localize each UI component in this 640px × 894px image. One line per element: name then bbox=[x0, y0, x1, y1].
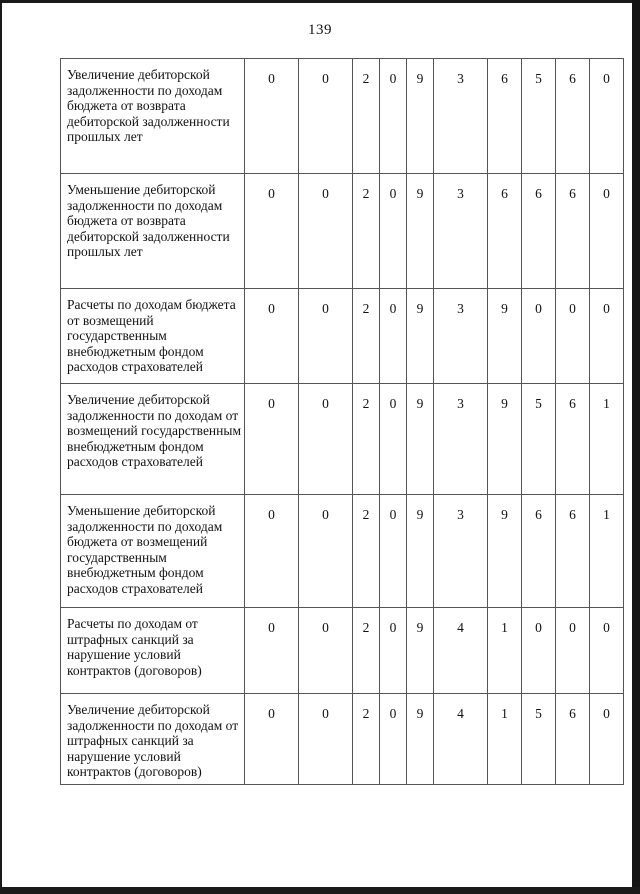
code-digit: 0 bbox=[556, 608, 590, 694]
code-digit: 0 bbox=[590, 608, 624, 694]
code-digit: 0 bbox=[590, 174, 624, 289]
code-digit: 0 bbox=[299, 694, 353, 785]
code-digit: 6 bbox=[556, 59, 590, 174]
code-digit: 6 bbox=[522, 174, 556, 289]
code-digit: 0 bbox=[299, 174, 353, 289]
row-label: Увеличение дебиторской задолженности по доходам от штрафных санкций за нарушение условий контрактов (договоров) bbox=[61, 694, 245, 785]
code-digit: 9 bbox=[488, 384, 522, 495]
code-digit: 0 bbox=[590, 289, 624, 384]
code-digit: 9 bbox=[407, 495, 434, 608]
code-digit: 9 bbox=[407, 608, 434, 694]
code-digit: 4 bbox=[434, 694, 488, 785]
code-digit: 0 bbox=[299, 59, 353, 174]
code-digit: 0 bbox=[299, 495, 353, 608]
code-digit: 3 bbox=[434, 384, 488, 495]
code-digit: 2 bbox=[353, 495, 380, 608]
code-digit: 6 bbox=[556, 384, 590, 495]
table-row bbox=[61, 495, 624, 608]
code-digit: 0 bbox=[522, 289, 556, 384]
code-digit: 3 bbox=[434, 289, 488, 384]
code-digit: 9 bbox=[407, 289, 434, 384]
code-digit: 6 bbox=[556, 495, 590, 608]
code-digit: 6 bbox=[522, 495, 556, 608]
scan-edge-bottom bbox=[0, 887, 640, 894]
code-digit: 5 bbox=[522, 384, 556, 495]
code-digit: 0 bbox=[380, 608, 407, 694]
row-label: Увеличение дебиторской задолженности по доходам от возмещений государственным внебюджетным фондом расходов страхователей bbox=[61, 384, 245, 495]
scan-edge-left bbox=[0, 0, 2, 894]
code-digit: 2 bbox=[353, 289, 380, 384]
table-row bbox=[61, 608, 624, 694]
page-number: 139 bbox=[308, 22, 332, 38]
code-digit: 0 bbox=[380, 384, 407, 495]
table-row bbox=[61, 694, 624, 785]
code-digit: 0 bbox=[245, 384, 299, 495]
code-digit: 9 bbox=[407, 174, 434, 289]
code-digit: 0 bbox=[245, 495, 299, 608]
scan-edge-right bbox=[632, 0, 640, 894]
code-digit: 5 bbox=[522, 694, 556, 785]
code-digit: 9 bbox=[407, 384, 434, 495]
code-digit: 0 bbox=[380, 694, 407, 785]
code-digit: 1 bbox=[590, 384, 624, 495]
row-label: Расчеты по доходам бюджета от возмещений государственным внебюджетным фондом расходов страхователей bbox=[61, 289, 245, 384]
code-digit: 0 bbox=[590, 694, 624, 785]
table-row bbox=[61, 384, 624, 495]
code-digit: 9 bbox=[407, 59, 434, 174]
code-digit: 2 bbox=[353, 384, 380, 495]
code-digit: 0 bbox=[245, 608, 299, 694]
code-digit: 3 bbox=[434, 174, 488, 289]
code-digit: 0 bbox=[556, 289, 590, 384]
code-digit: 6 bbox=[556, 694, 590, 785]
code-digit: 3 bbox=[434, 59, 488, 174]
table-row bbox=[61, 174, 624, 289]
code-digit: 0 bbox=[299, 289, 353, 384]
code-digit: 6 bbox=[556, 174, 590, 289]
table-row bbox=[61, 289, 624, 384]
code-digit: 3 bbox=[434, 495, 488, 608]
code-digit: 0 bbox=[245, 289, 299, 384]
code-digit: 6 bbox=[488, 174, 522, 289]
code-digit: 0 bbox=[299, 384, 353, 495]
code-digit: 9 bbox=[488, 495, 522, 608]
scan-edge-top bbox=[0, 0, 640, 3]
code-digit: 4 bbox=[434, 608, 488, 694]
row-label: Уменьшение дебиторской задолженности по доходам бюджета от возмещений государственным внебюджетным фондом расходов страхователей bbox=[61, 495, 245, 608]
row-label: Расчеты по доходам от штрафных санкций за нарушение условий контрактов (договоров) bbox=[61, 608, 245, 694]
code-digit: 1 bbox=[488, 608, 522, 694]
code-digit: 0 bbox=[380, 59, 407, 174]
code-digit: 0 bbox=[590, 59, 624, 174]
code-digit: 9 bbox=[488, 289, 522, 384]
code-digit: 6 bbox=[488, 59, 522, 174]
code-digit: 0 bbox=[380, 174, 407, 289]
code-digit: 1 bbox=[590, 495, 624, 608]
code-digit: 0 bbox=[522, 608, 556, 694]
accounts-table bbox=[60, 58, 624, 785]
code-digit: 0 bbox=[245, 174, 299, 289]
code-digit: 0 bbox=[380, 289, 407, 384]
code-digit: 9 bbox=[407, 694, 434, 785]
code-digit: 5 bbox=[522, 59, 556, 174]
code-digit: 0 bbox=[245, 694, 299, 785]
code-digit: 2 bbox=[353, 59, 380, 174]
row-label: Увеличение дебиторской задолженности по доходам бюджета от возврата дебиторской задолженности прошлых лет bbox=[61, 59, 245, 174]
code-digit: 0 bbox=[245, 59, 299, 174]
code-digit: 2 bbox=[353, 174, 380, 289]
code-digit: 2 bbox=[353, 608, 380, 694]
code-digit: 0 bbox=[299, 608, 353, 694]
table-row bbox=[61, 59, 624, 174]
row-label: Уменьшение дебиторской задолженности по доходам бюджета от возврата дебиторской задолженности прошлых лет bbox=[61, 174, 245, 289]
code-digit: 2 bbox=[353, 694, 380, 785]
code-digit: 0 bbox=[380, 495, 407, 608]
code-digit: 1 bbox=[488, 694, 522, 785]
